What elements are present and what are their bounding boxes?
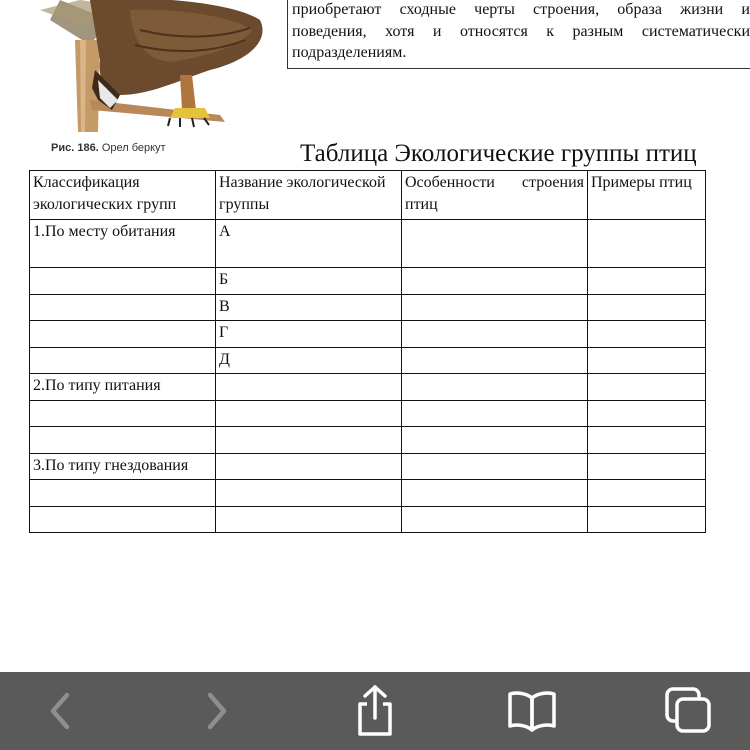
cell-structure-features (402, 220, 588, 268)
browser-toolbar (0, 672, 750, 750)
chevron-left-icon (45, 689, 75, 733)
cell-group-name: Г (216, 321, 402, 348)
cell-group-name: А (216, 220, 402, 268)
chevron-right-icon (202, 689, 232, 733)
table-row (30, 321, 706, 348)
cell-classification (30, 427, 216, 454)
cell-structure-features (402, 453, 588, 480)
tabs-button[interactable] (662, 684, 716, 738)
cell-structure-features (402, 506, 588, 533)
figure-caption-label: Рис. 186. (51, 142, 99, 154)
cell-bird-examples (588, 374, 706, 401)
eagle-drawing (20, 0, 270, 140)
share-icon (352, 684, 398, 738)
bookmarks-button[interactable] (505, 684, 559, 738)
table-header-row (30, 171, 706, 220)
cell-bird-examples (588, 268, 706, 295)
textbox-line: подразделениям. (292, 44, 407, 61)
cell-classification (30, 400, 216, 427)
table-row (30, 453, 706, 480)
cell-group-name: В (216, 294, 402, 321)
table-row (30, 506, 706, 533)
textbox-line: приобретают сходные черты строения, образа жизни и (292, 1, 750, 18)
table-row (30, 268, 706, 295)
cell-classification (30, 480, 216, 507)
cell-bird-examples (588, 347, 706, 374)
cell-classification (30, 347, 216, 374)
figure-caption (51, 142, 166, 154)
cell-bird-examples (588, 321, 706, 348)
cell-bird-examples (588, 480, 706, 507)
table-row (30, 294, 706, 321)
figure-caption-text: Орел беркут (101, 142, 166, 154)
cell-bird-examples (588, 453, 706, 480)
cell-group-name: Б (216, 268, 402, 295)
cell-structure-features (402, 294, 588, 321)
cell-group-name: Д (216, 347, 402, 374)
cell-structure-features (402, 400, 588, 427)
cell-bird-examples (588, 427, 706, 454)
header-bird-examples: Примеры птиц (588, 171, 706, 220)
eagle-illustration (20, 0, 270, 160)
cell-group-name (216, 427, 402, 454)
share-button[interactable] (348, 684, 402, 738)
table-title: Таблица Экологические группы птиц (300, 140, 697, 167)
table-row (30, 400, 706, 427)
cell-classification (30, 321, 216, 348)
back-button[interactable] (33, 684, 87, 738)
book-icon (506, 688, 558, 734)
cell-bird-examples (588, 400, 706, 427)
table-row (30, 374, 706, 401)
cell-structure-features (402, 321, 588, 348)
cell-group-name (216, 400, 402, 427)
header-structure-features: Особенности строения птиц (402, 171, 588, 220)
cell-group-name (216, 453, 402, 480)
cell-structure-features (402, 347, 588, 374)
cell-classification: 1.По месту обитания (30, 220, 216, 268)
table-row (30, 480, 706, 507)
table-row (30, 427, 706, 454)
header-classification: Классификация экологических групп (30, 171, 216, 220)
ecological-groups-table (29, 170, 706, 533)
cell-classification (30, 294, 216, 321)
textbox-line: поведения, хотя и относятся к разным систематически (292, 22, 750, 40)
cell-group-name (216, 506, 402, 533)
cell-structure-features (402, 427, 588, 454)
description-textbox (287, 0, 750, 69)
cell-bird-examples (588, 506, 706, 533)
cell-classification (30, 268, 216, 295)
tabs-icon (663, 685, 715, 737)
cell-group-name (216, 374, 402, 401)
forward-button[interactable] (190, 684, 244, 738)
cell-structure-features (402, 374, 588, 401)
cell-bird-examples (588, 294, 706, 321)
cell-bird-examples (588, 220, 706, 268)
cell-classification: 2.По типу питания (30, 374, 216, 401)
header-group-name: Название экологической группы (216, 171, 402, 220)
cell-group-name (216, 480, 402, 507)
cell-classification (30, 506, 216, 533)
cell-structure-features (402, 268, 588, 295)
cell-structure-features (402, 480, 588, 507)
table-row (30, 220, 706, 268)
table-row (30, 347, 706, 374)
cell-classification: 3.По типу гнездования (30, 453, 216, 480)
